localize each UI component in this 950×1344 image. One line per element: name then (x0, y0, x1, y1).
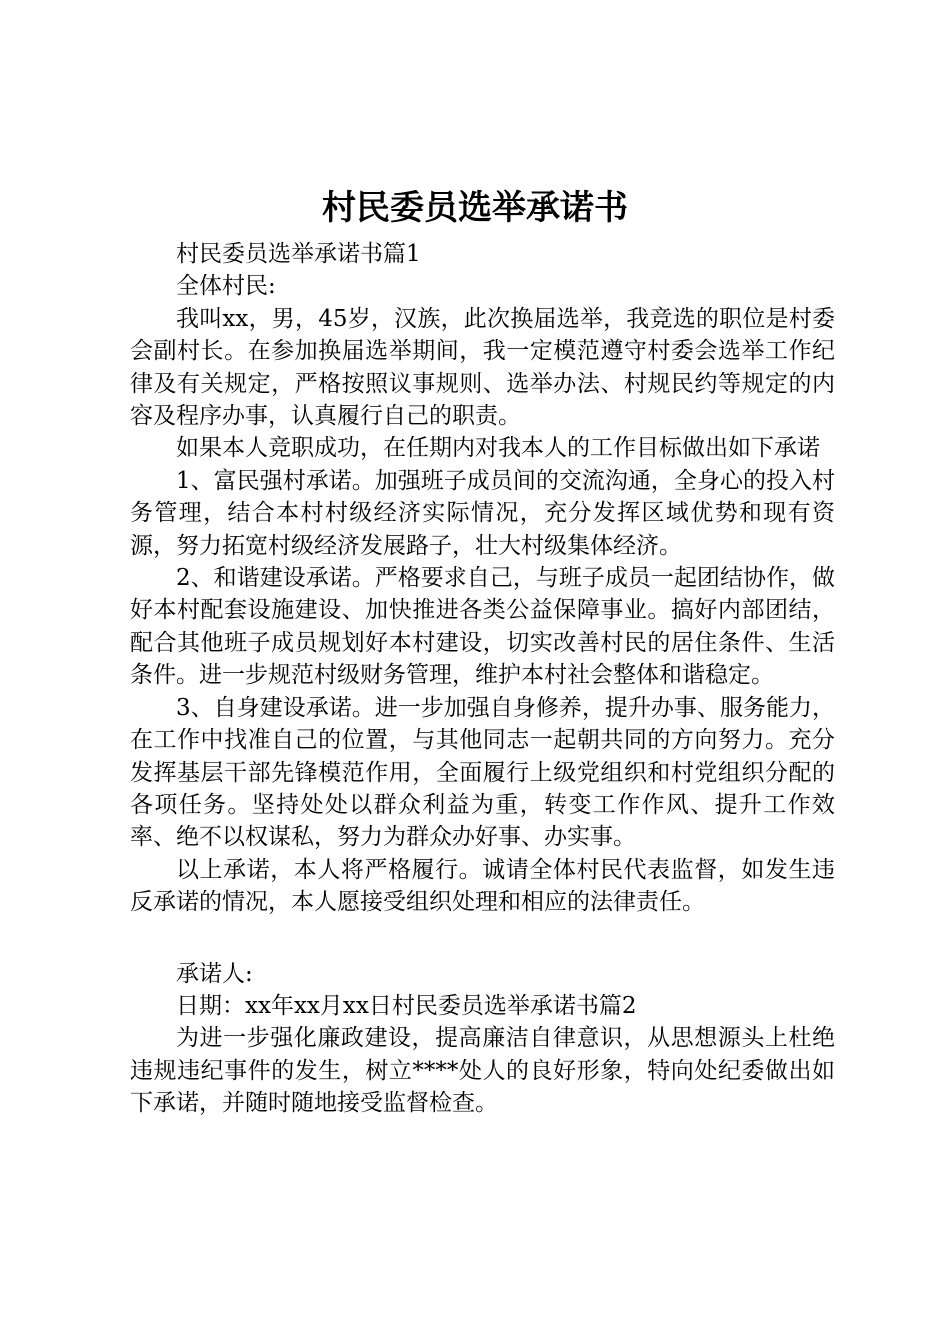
section-heading-1: 村民委员选举承诺书篇1 (176, 241, 421, 267)
spacer (130, 919, 835, 958)
document-title: 村民委员选举承诺书 (322, 188, 628, 228)
paragraph-section-2: 为进一步强化廉政建设，提高廉洁自律意识，从思想源头上杜绝违规违纪事件的发生，树立****处人的良好形象，特向处纪委做出如下承诺，并随时随地接受监督检查。 (130, 1025, 835, 1117)
paragraph-intro: 我叫xx，男，45岁，汉族，此次换届选举，我竞选的职位是村委会副村长。在参加换届选举期间，我一定模范遵守村委会选举工作纪律及有关规定，严格按照议事规则、选举办法、村规民约等规定的内容及程序办事，认真履行自己的职责。 (130, 305, 835, 430)
salutation: 全体村民: (176, 273, 276, 300)
paragraph-promise-lead: 如果本人竞职成功，在任期内对我本人的工作目标做出如下承诺 (176, 435, 820, 462)
signer-label: 承诺人: (176, 960, 253, 987)
paragraph-promise-2: 2、和谐建设承诺。严格要求自己，与班子成员一起团结协作，做好本村配套设施建设、加快推进各类公益保障事业。搞好内部团结，配合其他班子成员规划好本村建设，切实改善村民的居住条件、生活条件。进一步规范村级财务管理，维护本村社会整体和谐稳定。 (130, 565, 835, 689)
document-body (130, 238, 835, 1120)
paragraph-promise-1: 1、富民强村承诺。加强班子成员间的交流沟通，全身心的投入村务管理，结合本村村级经济实际情况，充分发挥区域优势和现有资源，努力拓宽村级经济发展路子，壮大村级集体经济。 (130, 467, 835, 559)
date-line: 日期：xx年xx月xx日村民委员选举承诺书篇2 (176, 992, 637, 1019)
paragraph-promise-3: 3、自身建设承诺。进一步加强自身修养，提升办事、服务能力，在工作中找准自己的位置，与其他同志一起朝共同的方向努力。充分发挥基层干部先锋模范作用，全面履行上级党组织和村党组织分配的各项任务。坚持处处以群众利益为重，转变工作作风、提升工作效率、绝不以权谋私，努力为群众办好事、办实事。 (130, 694, 835, 851)
paragraph-closing: 以上承诺，本人将严格履行。诚请全体村民代表监督，如发生违反承诺的情况，本人愿接受组织处理和相应的法律责任。 (130, 856, 835, 916)
